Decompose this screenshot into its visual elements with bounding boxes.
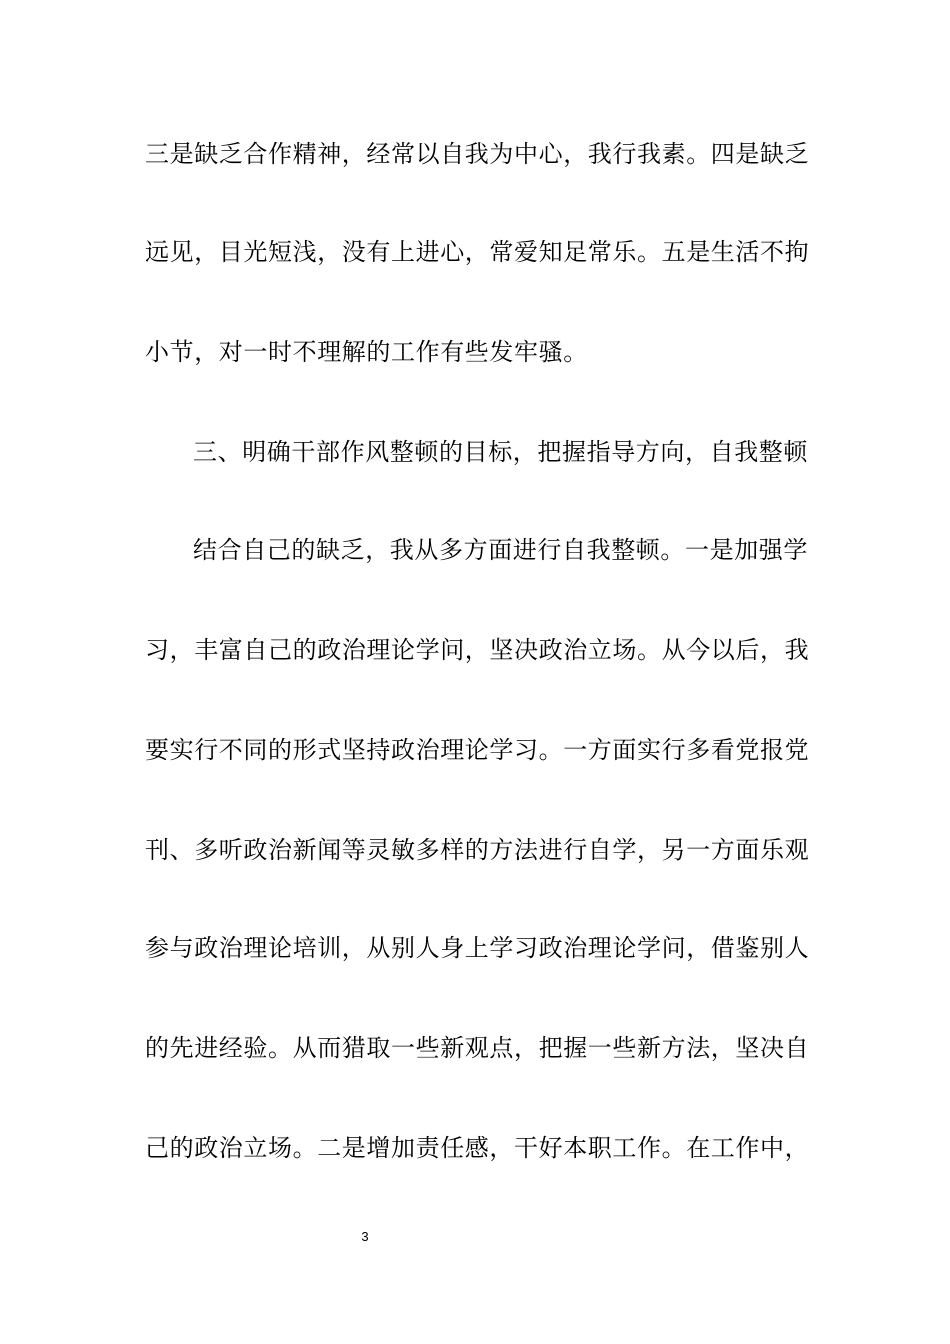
text-line-2: 远见，目光短浅，没有上进心，常爱知足常乐。五是生活不拘 — [145, 238, 810, 266]
text-line-6: 习，丰富自己的政治理论学问，坚决政治立场。从今以后，我 — [145, 636, 810, 664]
text-line-11: 己的政治立场。二是增加责任感，干好本职工作。在工作中， — [145, 1134, 810, 1162]
text-line-3: 小节，对一时不理解的工作有些发牢骚。 — [145, 338, 588, 366]
text-line-10: 的先进经验。从而猎取一些新观点，把握一些新方法，坚决自 — [145, 1034, 810, 1062]
page-number: 3 — [361, 1229, 369, 1244]
text-line-9: 参与政治理论培训，从别人身上学习政治理论学问，借鉴别人 — [145, 934, 810, 962]
text-line-5: 结合自己的缺乏，我从多方面进行自我整顿。一是加强学 — [193, 536, 808, 564]
text-line-8: 刊、多听政治新闻等灵敏多样的方法进行自学，另一方面乐观 — [145, 836, 810, 864]
text-line-1: 三是缺乏合作精神，经常以自我为中心，我行我素。四是缺乏 — [145, 140, 810, 168]
section-heading: 三、明确干部作风整顿的目标，把握指导方向，自我整顿 — [193, 438, 808, 466]
text-line-7: 要实行不同的形式坚持政治理论学习。一方面实行多看党报党 — [145, 736, 810, 764]
